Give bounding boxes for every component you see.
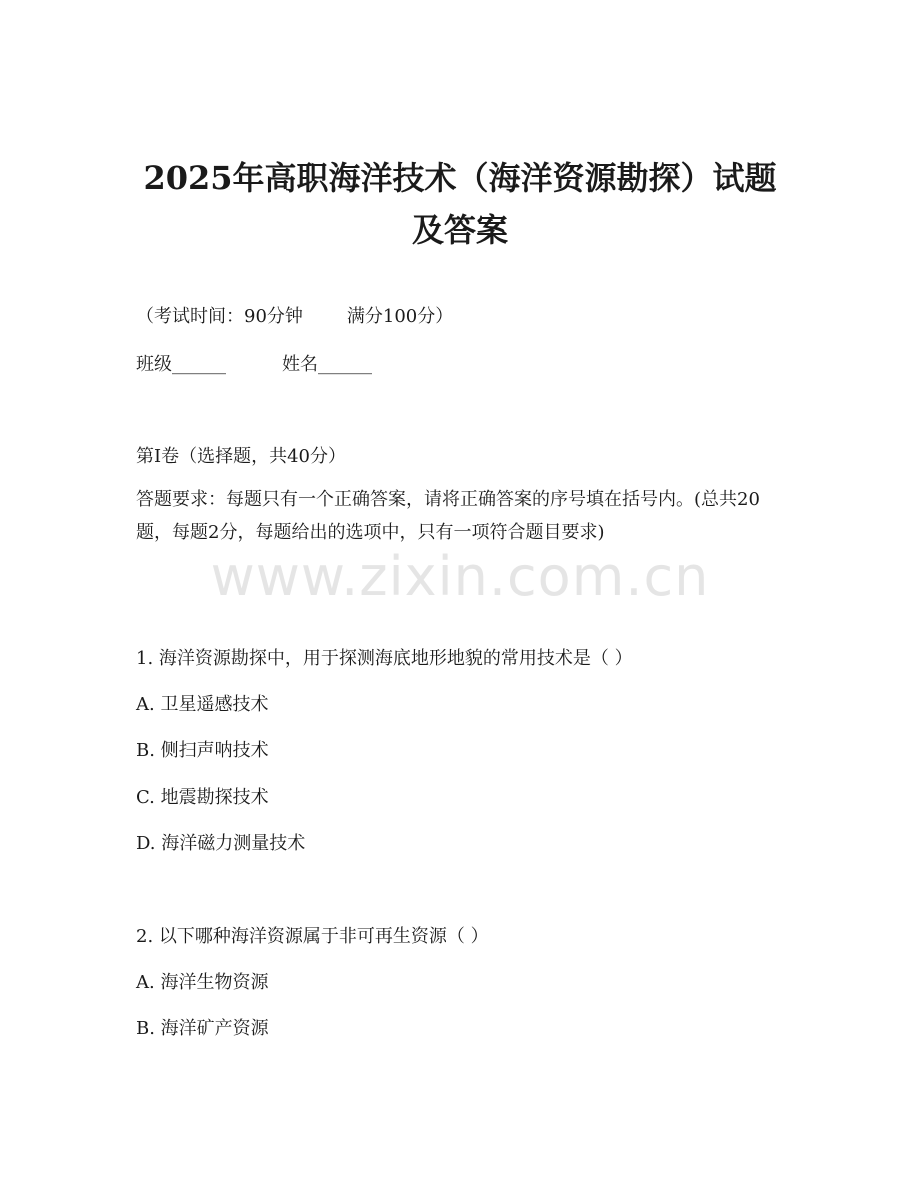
question-2-stem: 2. 以下哪种海洋资源属于非可再生资源（ ）: [136, 926, 489, 947]
title-line-2: 及答案: [411, 211, 508, 249]
question-1-option-d[interactable]: D. 海洋磁力测量技术: [136, 833, 306, 854]
question-1-option-a[interactable]: A. 卫星遥感技术: [136, 694, 269, 715]
question-2-option-a[interactable]: A. 海洋生物资源: [136, 972, 269, 993]
question-1-stem: 1. 海洋资源勘探中，用于探测海底地形地貌的常用技术是（ ）: [136, 648, 633, 669]
exam-info: [136, 302, 453, 328]
question-1-option-b[interactable]: B. 侧扫声呐技术: [136, 740, 269, 761]
student-info: [136, 350, 372, 376]
title-line-1: 2025年高职海洋技术（海洋资源勘探）试题: [143, 159, 777, 197]
question-2-option-b[interactable]: B. 海洋矿产资源: [136, 1018, 269, 1039]
name-field[interactable]: 姓名______: [282, 354, 372, 375]
section-instructions: 答题要求：每题只有一个正确答案，请将正确答案的序号填在括号内。(总共20题，每题2分，每题给出的选项中，只有一项符合题目要求): [136, 489, 760, 543]
question-1-option-c[interactable]: C. 地震勘探技术: [136, 787, 269, 808]
document-title: [0, 152, 920, 256]
section-heading: 第I卷（选择题，共40分）: [136, 446, 347, 467]
class-field[interactable]: 班级______: [136, 354, 226, 375]
exam-time: （考试时间：90分钟: [136, 306, 303, 327]
exam-score: 满分100分）: [346, 306, 454, 327]
watermark: www.zixin.com.cn: [210, 545, 710, 608]
